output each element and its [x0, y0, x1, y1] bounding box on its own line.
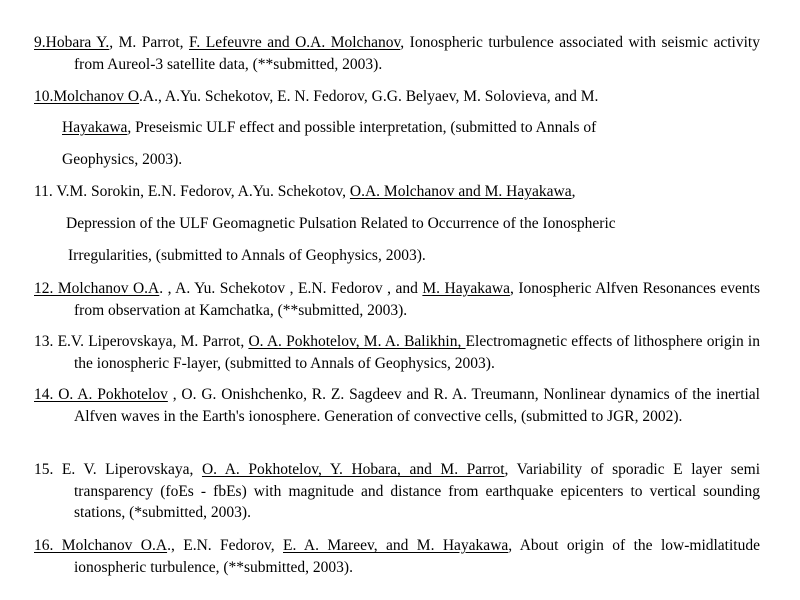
- reference-10-authors-underlined: Hayakawa: [62, 119, 128, 136]
- reference-14-text: , O. G. Onishchenko, R. Z. Sagdeev and R. A. Treumann, Nonlinear dynamics of the inertial Alfven waves in the Earth's ionosphere. Generation of convective cells, (submitted to JGR, 2002).: [74, 386, 760, 425]
- reference-10-line-2: [62, 118, 596, 138]
- reference-16: [34, 535, 760, 578]
- reference-12: [34, 278, 760, 321]
- reference-12-text: . , A. Yu. Schekotov , E.N. Fedorov , and: [159, 280, 423, 297]
- reference-11-text: ,: [571, 183, 576, 200]
- reference-9-text: , M. Parrot,: [109, 34, 190, 51]
- reference-10-text: Geophysics, 2003).: [62, 151, 183, 168]
- reference-16-authors-underlined: 16. Molchanov O.A: [34, 537, 168, 554]
- reference-10-text: .A., A.Yu. Schekotov, E. N. Fedorov, G.G. Belyaev, M. Solovieva, and M.: [139, 88, 599, 105]
- reference-12-text: , Ionospheric Alfven Resonances events from observation at Kamchatka, (**submitted, 2003).: [74, 280, 760, 319]
- reference-15-text: 15. E. V. Liperovskaya,: [34, 461, 202, 478]
- reference-13: [34, 331, 760, 374]
- reference-10-line-3: [62, 150, 182, 170]
- reference-11-line-1: [34, 182, 575, 202]
- reference-10-text: , Preseismic ULF effect and possible interpretation, (submitted to Annals of: [127, 119, 597, 136]
- reference-13-authors-underlined: O. A. Pokhotelov, M. A. Balikhin,: [248, 333, 466, 350]
- reference-9-text: , Ionospheric turbulence associated with seismic activity from Aureol-3 satellite data, (**submitted, 2003).: [74, 34, 760, 73]
- reference-11-text: Irregularities, (submitted to Annals of Geophysics, 2003).: [68, 247, 426, 264]
- reference-16-text: ., E.N. Fedorov,: [167, 537, 283, 554]
- reference-11-line-2: [66, 214, 616, 234]
- reference-10-authors-underlined: 10.Molchanov O: [34, 88, 140, 105]
- reference-14-authors-underlined: 14. O. A. Pokhotelov: [34, 386, 168, 403]
- reference-13-text: Electromagnetic effects of lithosphere origin in the ionospheric F-layer, (submitted to Annals of Geophysics, 2003).: [74, 333, 760, 372]
- reference-11-text: 11. V.M. Sorokin, E.N. Fedorov, A.Yu. Schekotov,: [34, 183, 350, 200]
- reference-15: [34, 459, 760, 524]
- reference-9-authors-underlined: 9.Hobara Y.: [34, 34, 110, 51]
- reference-16-authors-underlined: E. A. Mareev, and M. Hayakawa: [283, 537, 509, 554]
- reference-9: [34, 32, 760, 75]
- reference-10-line-1: [34, 87, 598, 107]
- reference-13-text: 13. E.V. Liperovskaya, M. Parrot,: [34, 333, 249, 350]
- reference-16-text: , About origin of the low-midlatitude ionospheric turbulence, (**submitted, 2003).: [74, 537, 760, 576]
- reference-12-authors-underlined: 12. Molchanov O.A: [34, 280, 160, 297]
- reference-11-line-3: [68, 246, 426, 266]
- reference-15-text: , Variability of sporadic E layer semi transparency (foEs - fbEs) with magnitude and distance from earthquake epicenters to vertical sounding stations, (*submitted, 2003).: [74, 461, 760, 521]
- reference-11-authors-underlined: O.A. Molchanov and M. Hayakawa: [349, 183, 572, 200]
- reference-12-authors-underlined: M. Hayakawa: [422, 280, 510, 297]
- reference-14: [34, 384, 760, 427]
- reference-15-authors-underlined: O. A. Pokhotelov, Y. Hobara, and M. Parrot: [201, 461, 505, 478]
- reference-11-text: Depression of the ULF Geomagnetic Pulsation Related to Occurrence of the Ionospheric: [66, 215, 616, 232]
- reference-9-authors-underlined: F. Lefeuvre and O.A. Molchanov: [189, 34, 401, 51]
